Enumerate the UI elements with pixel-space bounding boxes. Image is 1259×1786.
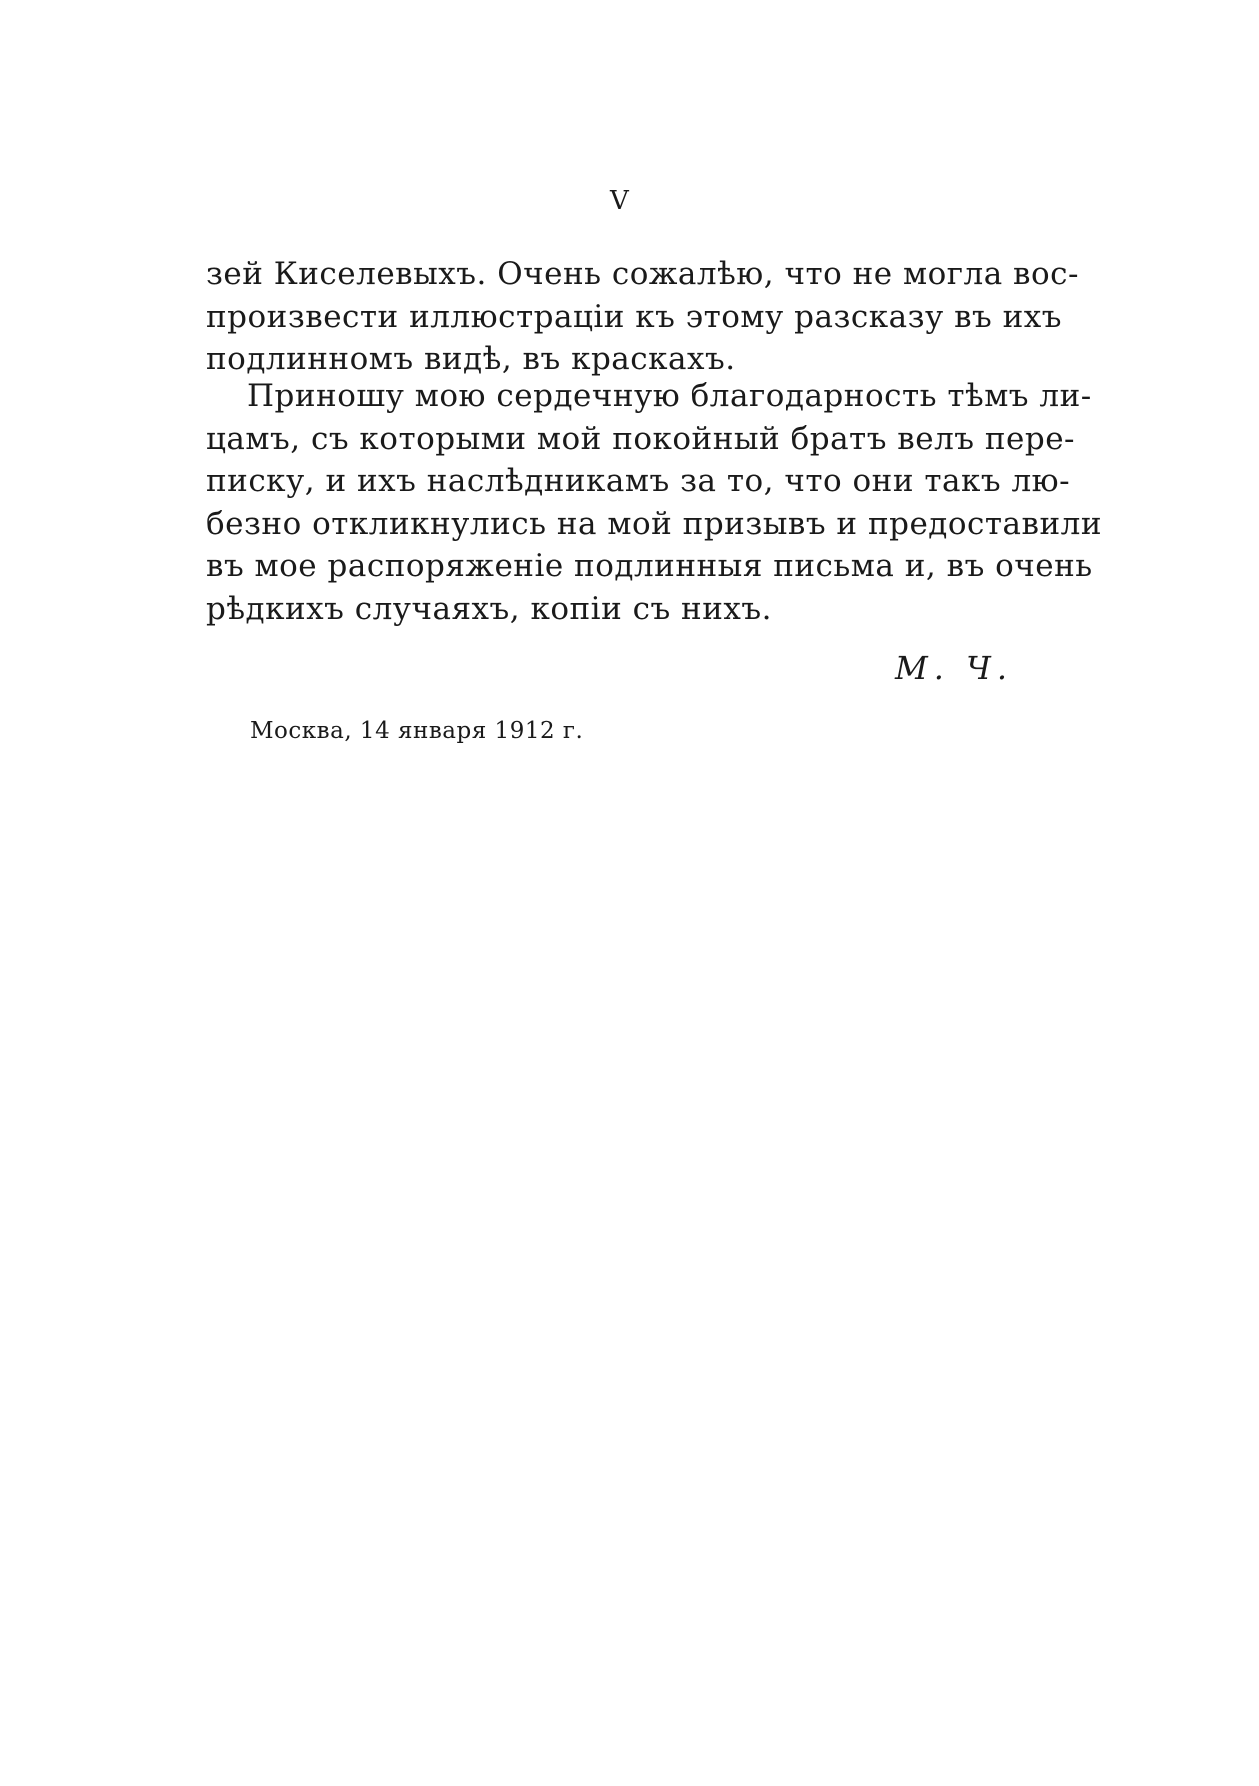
paragraph-line: безно откликнулись на мой призывъ и предоставили: [206, 505, 1103, 542]
paragraph-1: [206, 253, 1079, 381]
paragraph-line: Приношу мою сердечную благодарность тѣмъ ли-: [247, 378, 1092, 414]
paragraph-line: въ мое распоряженіе подлинныя письма и, въ очень: [206, 548, 1093, 584]
paragraph-2: [206, 375, 1103, 630]
paragraph-line: зей Киселевыхъ. Очень сожалѣю, что не могла вос-: [206, 256, 1079, 292]
place-and-date: Москва, 14 января 1912 г.: [250, 718, 584, 744]
paragraph-line: подлинномъ видѣ, въ краскахъ.: [206, 341, 736, 377]
signature-initials: М. Ч.: [894, 649, 1013, 687]
paragraph-line: цамъ, съ которыми мой покойный братъ велъ пере-: [206, 420, 1076, 457]
paragraph-line: рѣдкихъ случаяхъ, копіи съ нихъ.: [206, 590, 772, 627]
paragraph-line: произвести иллюстраціи къ этому разсказу въ ихъ: [206, 298, 1062, 335]
paragraph-line: писку, и ихъ наслѣдникамъ за то, что они такъ лю-: [206, 463, 1071, 499]
page-number: V: [610, 186, 629, 216]
